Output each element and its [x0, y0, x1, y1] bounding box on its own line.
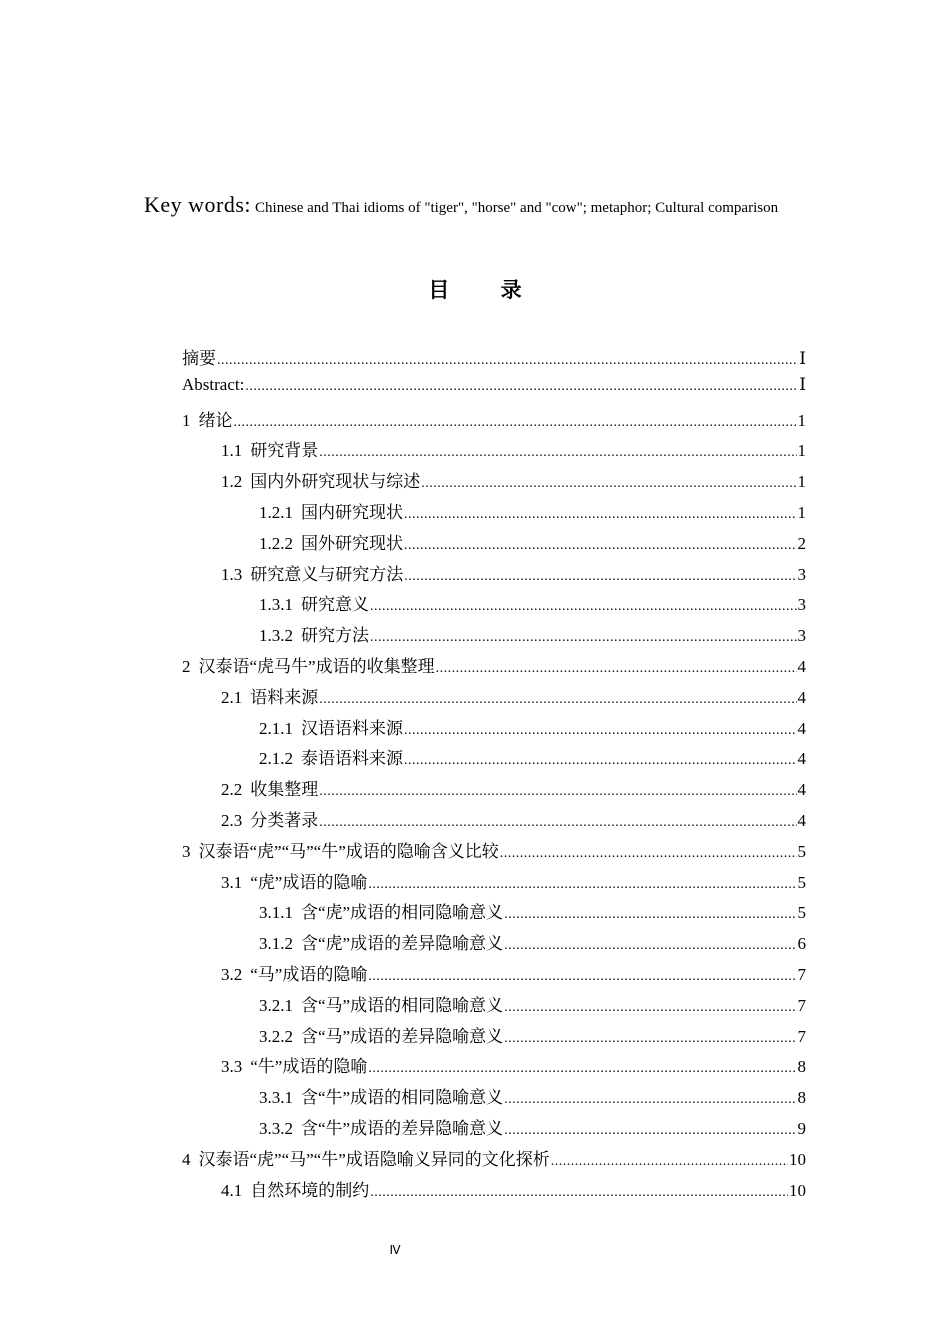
toc-dot-leader [404, 538, 797, 554]
toc-entry-page: 2 [797, 533, 806, 553]
toc-entry[interactable] [182, 1145, 806, 1176]
toc-entry-page: 5 [797, 903, 806, 923]
toc-dot-leader [217, 353, 798, 369]
toc-entry-title: 研究意义 [301, 595, 369, 615]
toc-entry-page: 4 [797, 780, 806, 800]
toc-dot-leader [404, 569, 796, 585]
toc-dot-leader [319, 815, 796, 831]
toc-entry-title: 含“马”成语的差异隐喻意义 [301, 1026, 504, 1046]
toc-entry[interactable] [182, 406, 806, 437]
toc-entry[interactable] [182, 652, 806, 683]
toc-entry-number: 3.2 [221, 965, 243, 984]
toc-entry-title: “虎”成语的隐喻 [250, 872, 368, 892]
toc-entry-title: 摘要 [182, 349, 216, 368]
toc-entry[interactable] [259, 529, 806, 560]
toc-entry[interactable] [221, 1052, 806, 1083]
toc-entry-page: 7 [797, 965, 806, 984]
toc-entry-title: 研究背景 [250, 441, 319, 461]
toc-entry-title: 国外研究现状 [301, 533, 403, 553]
toc-entry-page: 4 [797, 657, 806, 676]
toc-entry[interactable] [182, 375, 806, 406]
toc-entry-title: “马”成语的隐喻 [250, 965, 368, 984]
toc-entry-title: Abstract: [182, 374, 245, 394]
toc-entry-number: 1.2 [221, 472, 243, 492]
toc-dot-leader [404, 723, 797, 739]
keywords-paragraph [144, 184, 824, 229]
toc-entry-page: 3 [797, 595, 806, 615]
toc-entry-number: 3.2.1 [259, 995, 293, 1015]
toc-entry[interactable] [259, 1114, 806, 1145]
toc-dot-leader [370, 630, 797, 646]
toc-entry-number: 1.2.1 [259, 503, 293, 522]
toc-entry-page: 10 [789, 1149, 806, 1169]
toc-dot-leader [319, 784, 796, 800]
toc-entry-page: 10 [789, 1180, 806, 1200]
toc-entry-number: 2.1 [221, 687, 243, 707]
toc-entry[interactable] [259, 498, 806, 529]
toc-entry-number: 3.1.1 [259, 903, 293, 923]
toc-entry-number: 2.3 [221, 811, 243, 830]
toc-entry-number: 3 [182, 841, 191, 861]
toc-entry-page: 1 [797, 410, 806, 430]
toc-entry[interactable] [259, 991, 806, 1022]
toc-entry[interactable] [221, 806, 806, 837]
page-number: Ⅳ [389, 1243, 401, 1257]
toc-entry-title: “牛”成语的隐喻 [250, 1057, 368, 1077]
toc-dot-leader [504, 1123, 796, 1139]
toc-entry-title: 含“牛”成语的差异隐喻意义 [301, 1119, 504, 1138]
toc-entry[interactable] [221, 683, 806, 714]
toc-dot-leader [504, 1092, 796, 1108]
toc-dot-leader [504, 907, 796, 923]
toc-entry-page: 4 [797, 811, 806, 830]
toc-entry-number: 2.2 [221, 780, 243, 800]
toc-entry[interactable] [221, 868, 806, 899]
toc-dot-leader [368, 1061, 796, 1077]
toc-entry[interactable] [259, 1083, 806, 1114]
toc-entry-number: 4 [182, 1149, 191, 1169]
toc-entry-number: 2.1.2 [259, 749, 293, 769]
toc-entry-page: 1 [797, 441, 806, 461]
toc-entry-number: 3.3.1 [259, 1088, 293, 1108]
toc-entry-number: 3.3 [221, 1057, 243, 1077]
toc-entry-number: 2 [182, 657, 191, 676]
toc-entry[interactable] [221, 960, 806, 991]
toc-dot-leader [404, 753, 797, 769]
toc-entry[interactable] [182, 837, 806, 868]
toc-entry-number: 1.3.1 [259, 595, 293, 615]
toc-entry-number: 1 [182, 410, 191, 430]
toc-entry-page: 4 [797, 749, 806, 769]
toc-entry[interactable] [182, 344, 806, 375]
toc-entry-number: 4.1 [221, 1180, 243, 1200]
toc-dot-leader [404, 507, 797, 523]
toc-entry-title: 泰语语料来源 [301, 749, 403, 769]
toc-entry-number: 1.2.2 [259, 533, 293, 553]
toc-entry[interactable] [259, 621, 806, 652]
toc-dot-leader [421, 476, 796, 492]
toc-dot-leader [368, 969, 796, 985]
toc-entry-page: 4 [797, 718, 806, 738]
toc-entry-title: 国内外研究现状与综述 [250, 472, 421, 492]
toc-entry-title: 汉泰语“虎”“马”“牛”成语的隐喻含义比较 [198, 841, 499, 861]
toc-entry-page: 5 [797, 872, 806, 892]
toc-entry[interactable] [259, 1022, 806, 1053]
toc-entry[interactable] [259, 898, 806, 929]
toc-dot-leader [234, 415, 797, 431]
toc-dot-leader [436, 661, 797, 677]
toc-entry-page: 9 [797, 1119, 806, 1138]
toc-entry-number: 1.1 [221, 441, 243, 461]
toc-entry-title: 国内研究现状 [301, 503, 403, 522]
toc-entry[interactable] [259, 590, 806, 621]
toc-entry-title: 汉泰语“虎”“马”“牛”成语隐喻义异同的文化探析 [198, 1149, 550, 1169]
toc-entry-title: 研究方法 [301, 626, 369, 646]
toc-entry[interactable] [221, 436, 806, 467]
toc-entry-number: 1.3 [221, 564, 243, 584]
toc-entry-page: 7 [797, 995, 806, 1015]
toc-dot-leader [504, 938, 796, 954]
toc-entry[interactable] [221, 560, 806, 591]
toc-entry[interactable] [259, 929, 806, 960]
toc-dot-leader [319, 692, 796, 708]
toc-entry-title: 含“马”成语的相同隐喻意义 [301, 995, 504, 1015]
toc-entry-title: 语料来源 [250, 687, 319, 707]
toc-entry-page: Ⅰ [799, 349, 806, 368]
toc-dot-leader [504, 1031, 796, 1047]
toc-entry-page: 7 [797, 1026, 806, 1046]
toc-dot-leader [319, 445, 796, 461]
toc-entry-number: 2.1.1 [259, 718, 293, 738]
toc-entry-page: 8 [797, 1088, 806, 1108]
toc-entry-title: 研究意义与研究方法 [250, 564, 404, 584]
toc-entry-title: 绪论 [198, 410, 233, 430]
toc-entry-number: 3.1.2 [259, 934, 293, 954]
toc-entry-title: 汉语语料来源 [301, 718, 403, 738]
toc-entry[interactable] [221, 775, 806, 806]
toc-dot-leader [370, 599, 797, 615]
toc-entry-page: 8 [797, 1057, 806, 1077]
toc-dot-leader [504, 1000, 796, 1016]
toc-entry-title: 含“虎”成语的相同隐喻意义 [301, 903, 504, 923]
toc-entry-page: 5 [797, 841, 806, 861]
toc-entry-page: 6 [797, 934, 806, 954]
keywords-label: Key words: [144, 192, 252, 217]
keywords-text: Chinese and Thai idioms of "tiger", "horse" and "cow"; metaphor; Cultural comparison [255, 200, 779, 216]
toc-entry[interactable] [221, 1176, 806, 1207]
toc-entry[interactable] [259, 714, 806, 745]
toc-entry-page: 4 [797, 687, 806, 707]
toc-entry-page: Ⅰ [799, 374, 806, 394]
toc-entry-page: 1 [797, 503, 806, 522]
toc-entry-number: 1.3.2 [259, 626, 293, 646]
toc-entry-title: 分类著录 [250, 811, 319, 830]
toc-entry[interactable] [221, 467, 806, 498]
toc-entry-title: 汉泰语“虎马牛”成语的收集整理 [198, 657, 435, 676]
toc-entry-page: 1 [797, 472, 806, 492]
toc-entry[interactable] [259, 744, 806, 775]
toc-entry-number: 3.2.2 [259, 1026, 293, 1046]
toc-entry-page: 3 [797, 564, 806, 584]
toc-entry-title: 含“牛”成语的相同隐喻意义 [301, 1088, 504, 1108]
toc-entry-number: 3.3.2 [259, 1119, 293, 1138]
toc-dot-leader [370, 1185, 788, 1201]
toc-entry-title: 含“虎”成语的差异隐喻意义 [301, 934, 504, 954]
toc-dot-leader [551, 1154, 788, 1170]
toc-dot-leader [245, 379, 798, 395]
toc-dot-leader [368, 877, 796, 893]
toc-entry-page: 3 [797, 626, 806, 646]
toc-title: 目 录 [428, 278, 544, 302]
toc-dot-leader [500, 846, 797, 862]
toc-entry-title: 自然环境的制约 [250, 1180, 370, 1200]
toc-entry-number: 3.1 [221, 872, 243, 892]
toc-entry-title: 收集整理 [250, 780, 319, 800]
